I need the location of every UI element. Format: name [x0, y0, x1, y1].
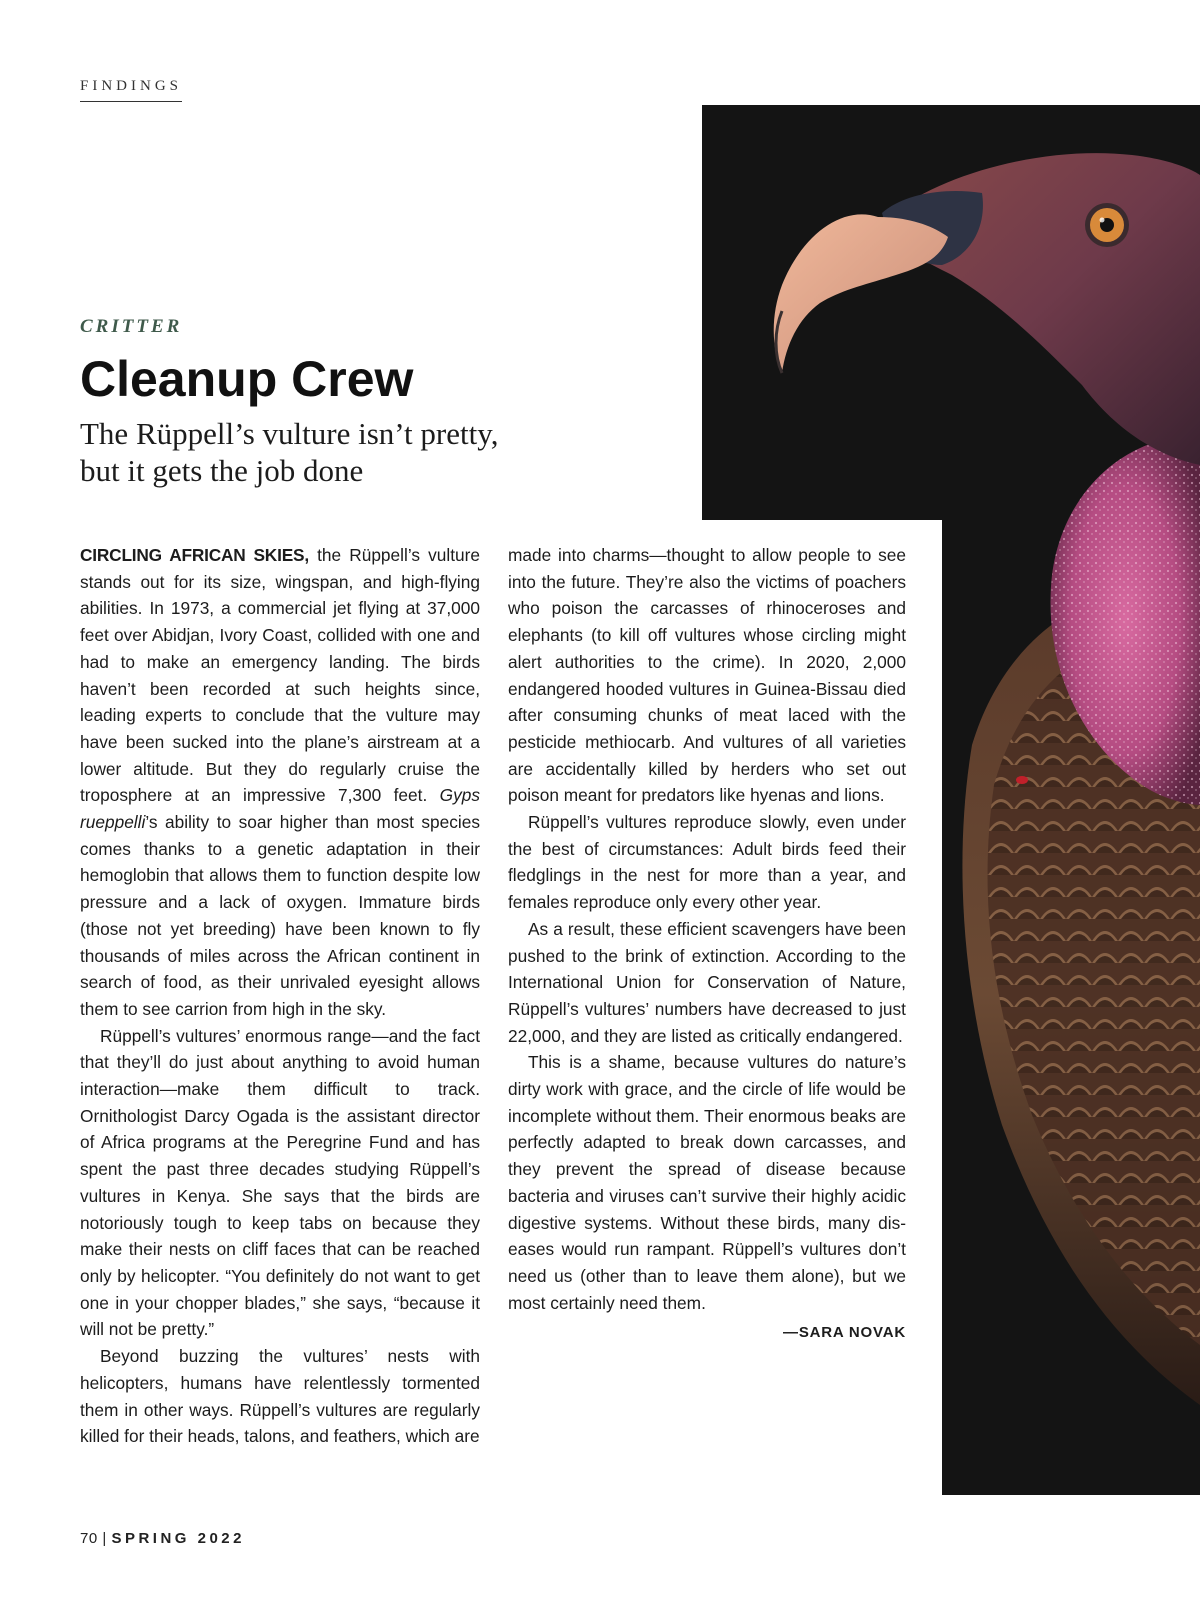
paragraph-2: Rüppell’s vultures’ enormous range—and the fact that they’ll do just about anything to avoid human interaction—make them difficult to track. Ornithologist Darcy Ogada is the assistant director of Africa programs at the Peregrine Fund and has spent the past three decades studying Rüppell’s vultures in Kenya. She says that the birds are notoriously tough to keep tabs on because they make their nests on cliff faces that can be reached only by helicopter. “You definitely do not want to get one in your chopper blades,” she says, “because it will not be pretty.”	[80, 1025, 480, 1340]
paragraph-6: This is a shame, because vultures do nature’s dirty work with grace, and the circle of life would be incomplete without them. Their enormous beaks are perfectly adapted to break down carcasses, and they prevent the spread of disease because bacteria and viruses can’t survive their highly acidic digestive systems. Without these birds, many diseases would run rampant. Rüppell’s vultures don’t need us (other than to leave them alone), but we most certainly need them.	[508, 1052, 906, 1313]
paragraph-1-text: the Rüppell’s vulture stands out for its size, wingspan, and high-flying abilities. In 1973, a commercial jet flying at 37,000 feet over Abidjan, Ivory Coast, collided with one and had to make an emergency landing. The birds haven’t been recorded at such heights since, leading experts to conclude that the vulture may have been sucked into the plane’s airstream at a lower altitude. But they do regularly cruise the troposphere at an impressive 7,300 feet.	[80, 545, 480, 806]
issue-label: SPRING 2022	[111, 1530, 245, 1547]
folio-separator: |	[102, 1530, 107, 1547]
page-number: 70	[80, 1530, 98, 1547]
paragraph-1	[80, 542, 480, 1023]
dek-line-1: The Rüppell’s vulture isn’t pretty,	[80, 416, 499, 451]
species-name: Gyps rueppelli	[80, 785, 480, 833]
page-folio	[80, 1530, 245, 1547]
paragraph-3-continued: made into charms—thought to allow people to see into the future. They’re also the victims of poachers who poison the carcasses of rhinoceroses and elephants (to kill off vultures whose circling might alert authorities to the crime). In 2020, 2,000 endangered hooded vultures in Guinea-Bissau died after consuming chunks of meat laced with the pesticide methiocarb. And vultures of all varieties are accidentally killed by herders who set out poison meant for predators like hyenas and lions.	[508, 545, 906, 806]
article-dek	[80, 415, 640, 489]
byline: —SARA NOVAK	[783, 1324, 906, 1342]
section-label: FINDINGS	[80, 78, 182, 102]
dek-line-2: but it gets the job done	[80, 453, 364, 488]
paragraph-3: Beyond buzzing the vultures’ nests with helicopters, humans have relentlessly tormented them in other ways. Rüppell’s vultures are regularly killed for their heads, talons, and feathers, which are	[80, 1346, 480, 1447]
article-kicker: CRITTER	[80, 316, 183, 337]
lead-in: CIRCLING AFRICAN SKIES,	[80, 545, 309, 565]
article-column-1	[80, 542, 480, 1450]
article-headline: Cleanup Crew	[80, 351, 414, 407]
article-column-2	[508, 542, 906, 1347]
paragraph-1-rest: ’s ability to soar higher than most species comes thanks to a genetic adaptation in their hemoglobin that allows them to function despite low pressure and a lack of oxygen. Immature birds (those not yet breeding) have been known to fly thousands of miles across the African continent in search of food, as their unrivaled eyesight allows them to see carrion from high in the sky.	[80, 812, 480, 1019]
paragraph-5: As a result, these efficient scavengers have been pushed to the brink of extinction. According to the International Union for Conservation of Nature, Rüppell’s vultures’ numbers have decreased to just 22,000, and they are listed as critically endangered.	[508, 918, 906, 1046]
paragraph-4: Rüppell’s vultures reproduce slowly, even under the best of circumstances: Adult birds feed their fledglings in the nest for more than a year, and females reproduce only every other year.	[508, 812, 906, 913]
